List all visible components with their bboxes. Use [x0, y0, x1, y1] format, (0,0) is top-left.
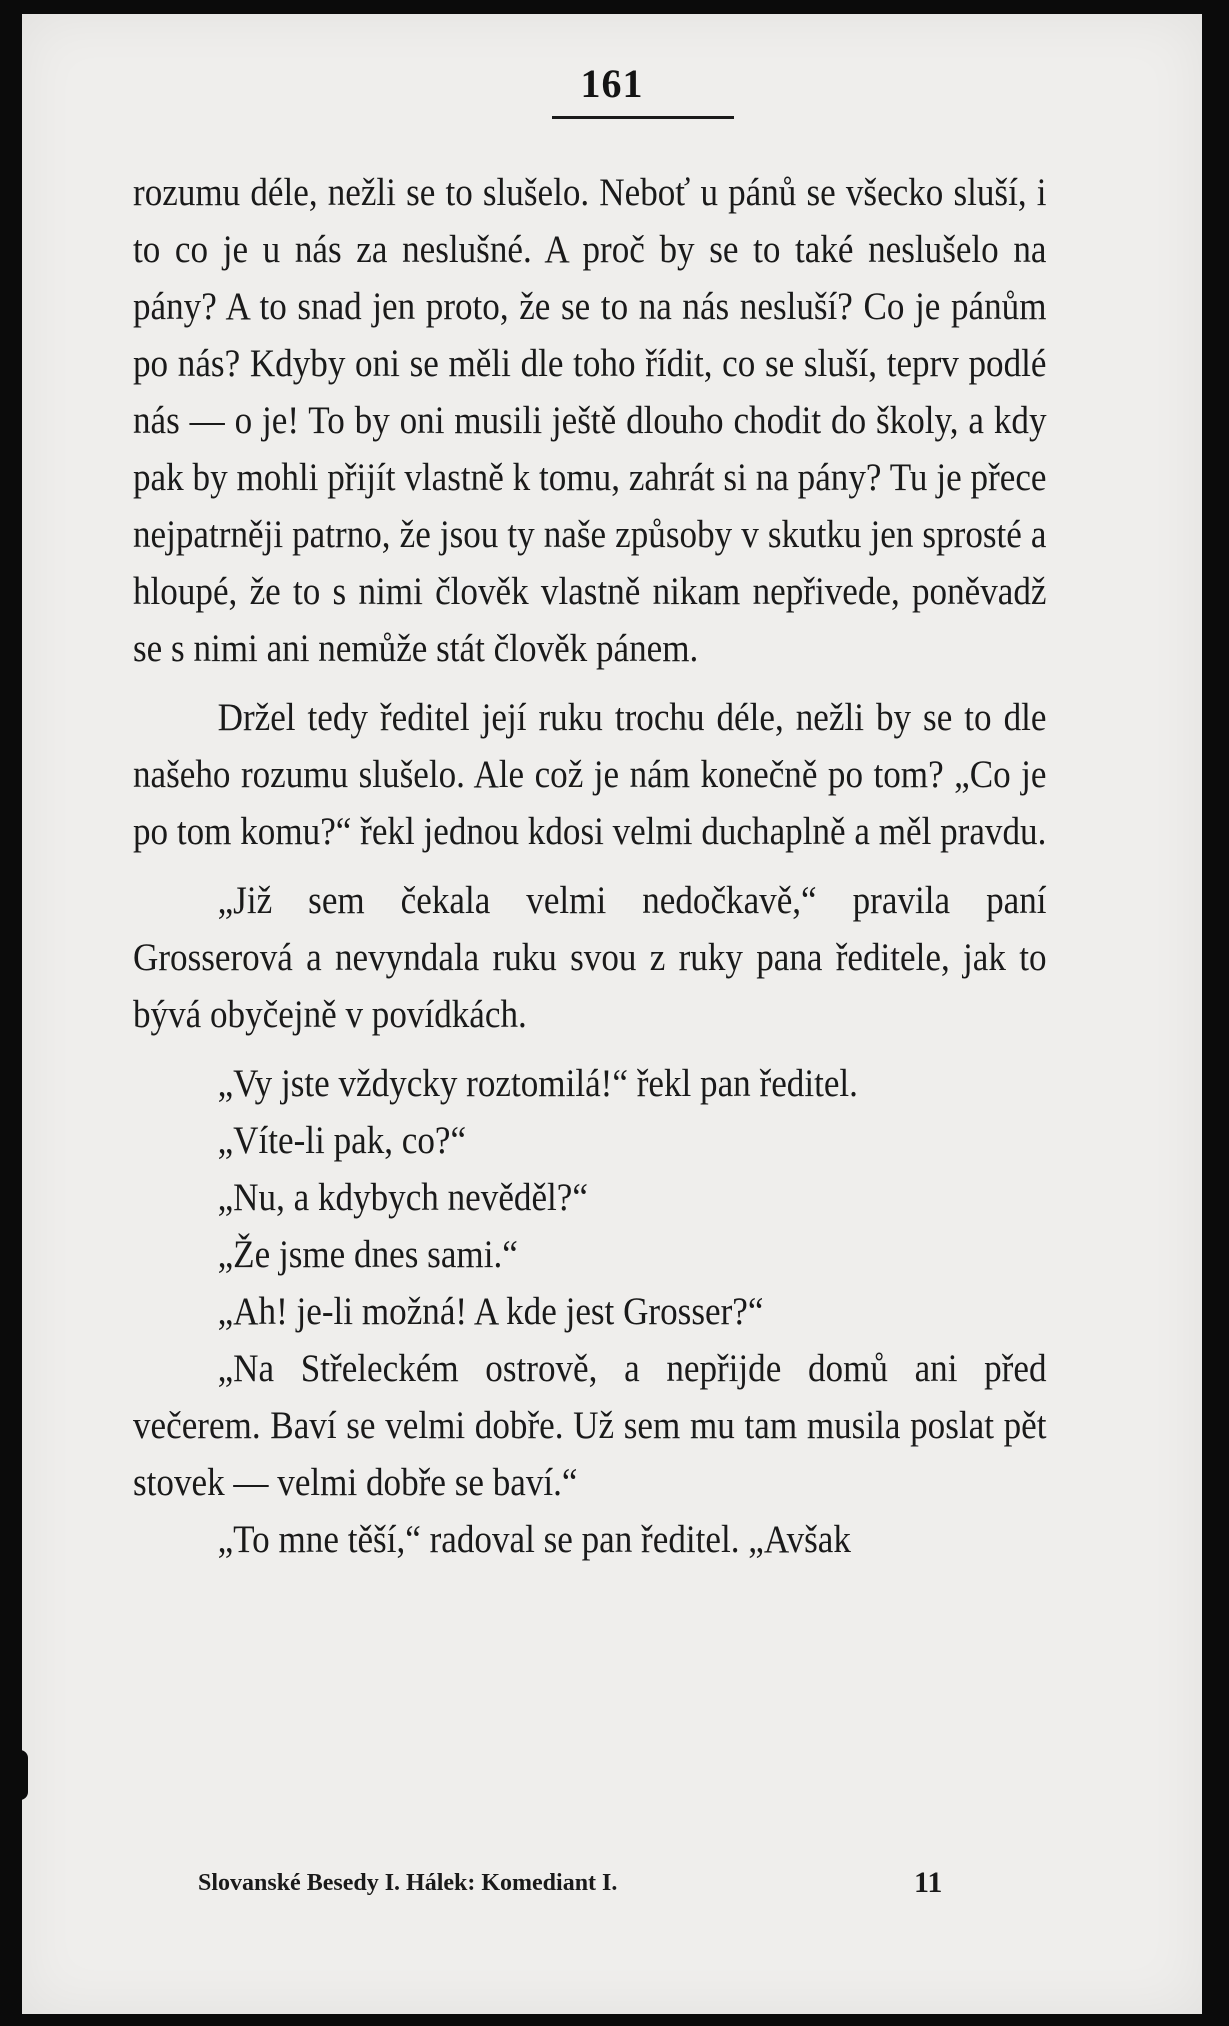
dialog-line: „Ah! je-li možná! A kde jest Grosser?“	[217, 1290, 764, 1333]
signature-mark: 11	[914, 1866, 943, 1899]
dialog-line: „Vy jste vždycky roztomilá!“ řekl pan ředitel.	[217, 1062, 858, 1105]
dialog-line: „Nu, a kdybych nevěděl?“	[217, 1176, 588, 1219]
page-body	[133, 164, 1047, 1568]
footer-imprint: Slovanské Besedy I. Hálek: Komediant I.	[198, 1870, 618, 1896]
dialog-line: „Víte-li pak, co?“	[217, 1119, 467, 1162]
page-number: 161	[580, 61, 644, 106]
scan-edge-mark	[14, 1750, 28, 1800]
book-page	[22, 14, 1202, 2014]
paragraph: „Již sem čekala velmi nedočkavě,“ pravila paní Grosserová a nevyndala ruku svou z ruky pana ředitele, jak to bývá obyčejně v povídkách.	[133, 879, 1047, 1036]
dialog-line: „Na Střeleckém ostrově, a nepřijde domů ani před večerem. Baví se velmi dobře. Už sem mu tam musila poslat pět stovek — velmi dobře se baví.“	[133, 1347, 1047, 1504]
header-rule	[552, 116, 734, 119]
page-footer	[198, 1866, 1078, 1899]
dialog-line: „Že jsme dnes sami.“	[217, 1233, 518, 1276]
paragraph: Držel tedy ředitel její ruku trochu déle, nežli by se to dle našeho rozumu slušelo. Ale což je nám konečně po tom? „Co je po tom komu?“ řekl jednou kdosi velmi duchaplně a měl pravdu.	[133, 696, 1047, 853]
dialog-line: „To mne těší,“ radoval se pan ředitel. „Avšak	[217, 1518, 851, 1561]
paragraph-continued: rozumu déle, nežli se to slušelo. Neboť u pánů se všecko sluší, i to co je u nás za neslušné. A proč by se to také neslušelo na pány? A to snad jen proto, že se to na nás nesluší? Co je pánům po nás? Kdyby oni se měli dle toho řídit, co se sluší, teprv podlé nás — o je! To by oni musili ještě dlouho chodit do školy, a kdy pak by mohli přijít vlastně k tomu, zahrát si na pány? Tu je přece nejpatrněji patrno, že jsou ty naše způsoby v skutku jen sprosté a hloupé, že to s nimi člověk vlastně nikam nepřivede, poněvadž se s nimi ani nemůže stát člověk pánem.	[133, 171, 1047, 670]
